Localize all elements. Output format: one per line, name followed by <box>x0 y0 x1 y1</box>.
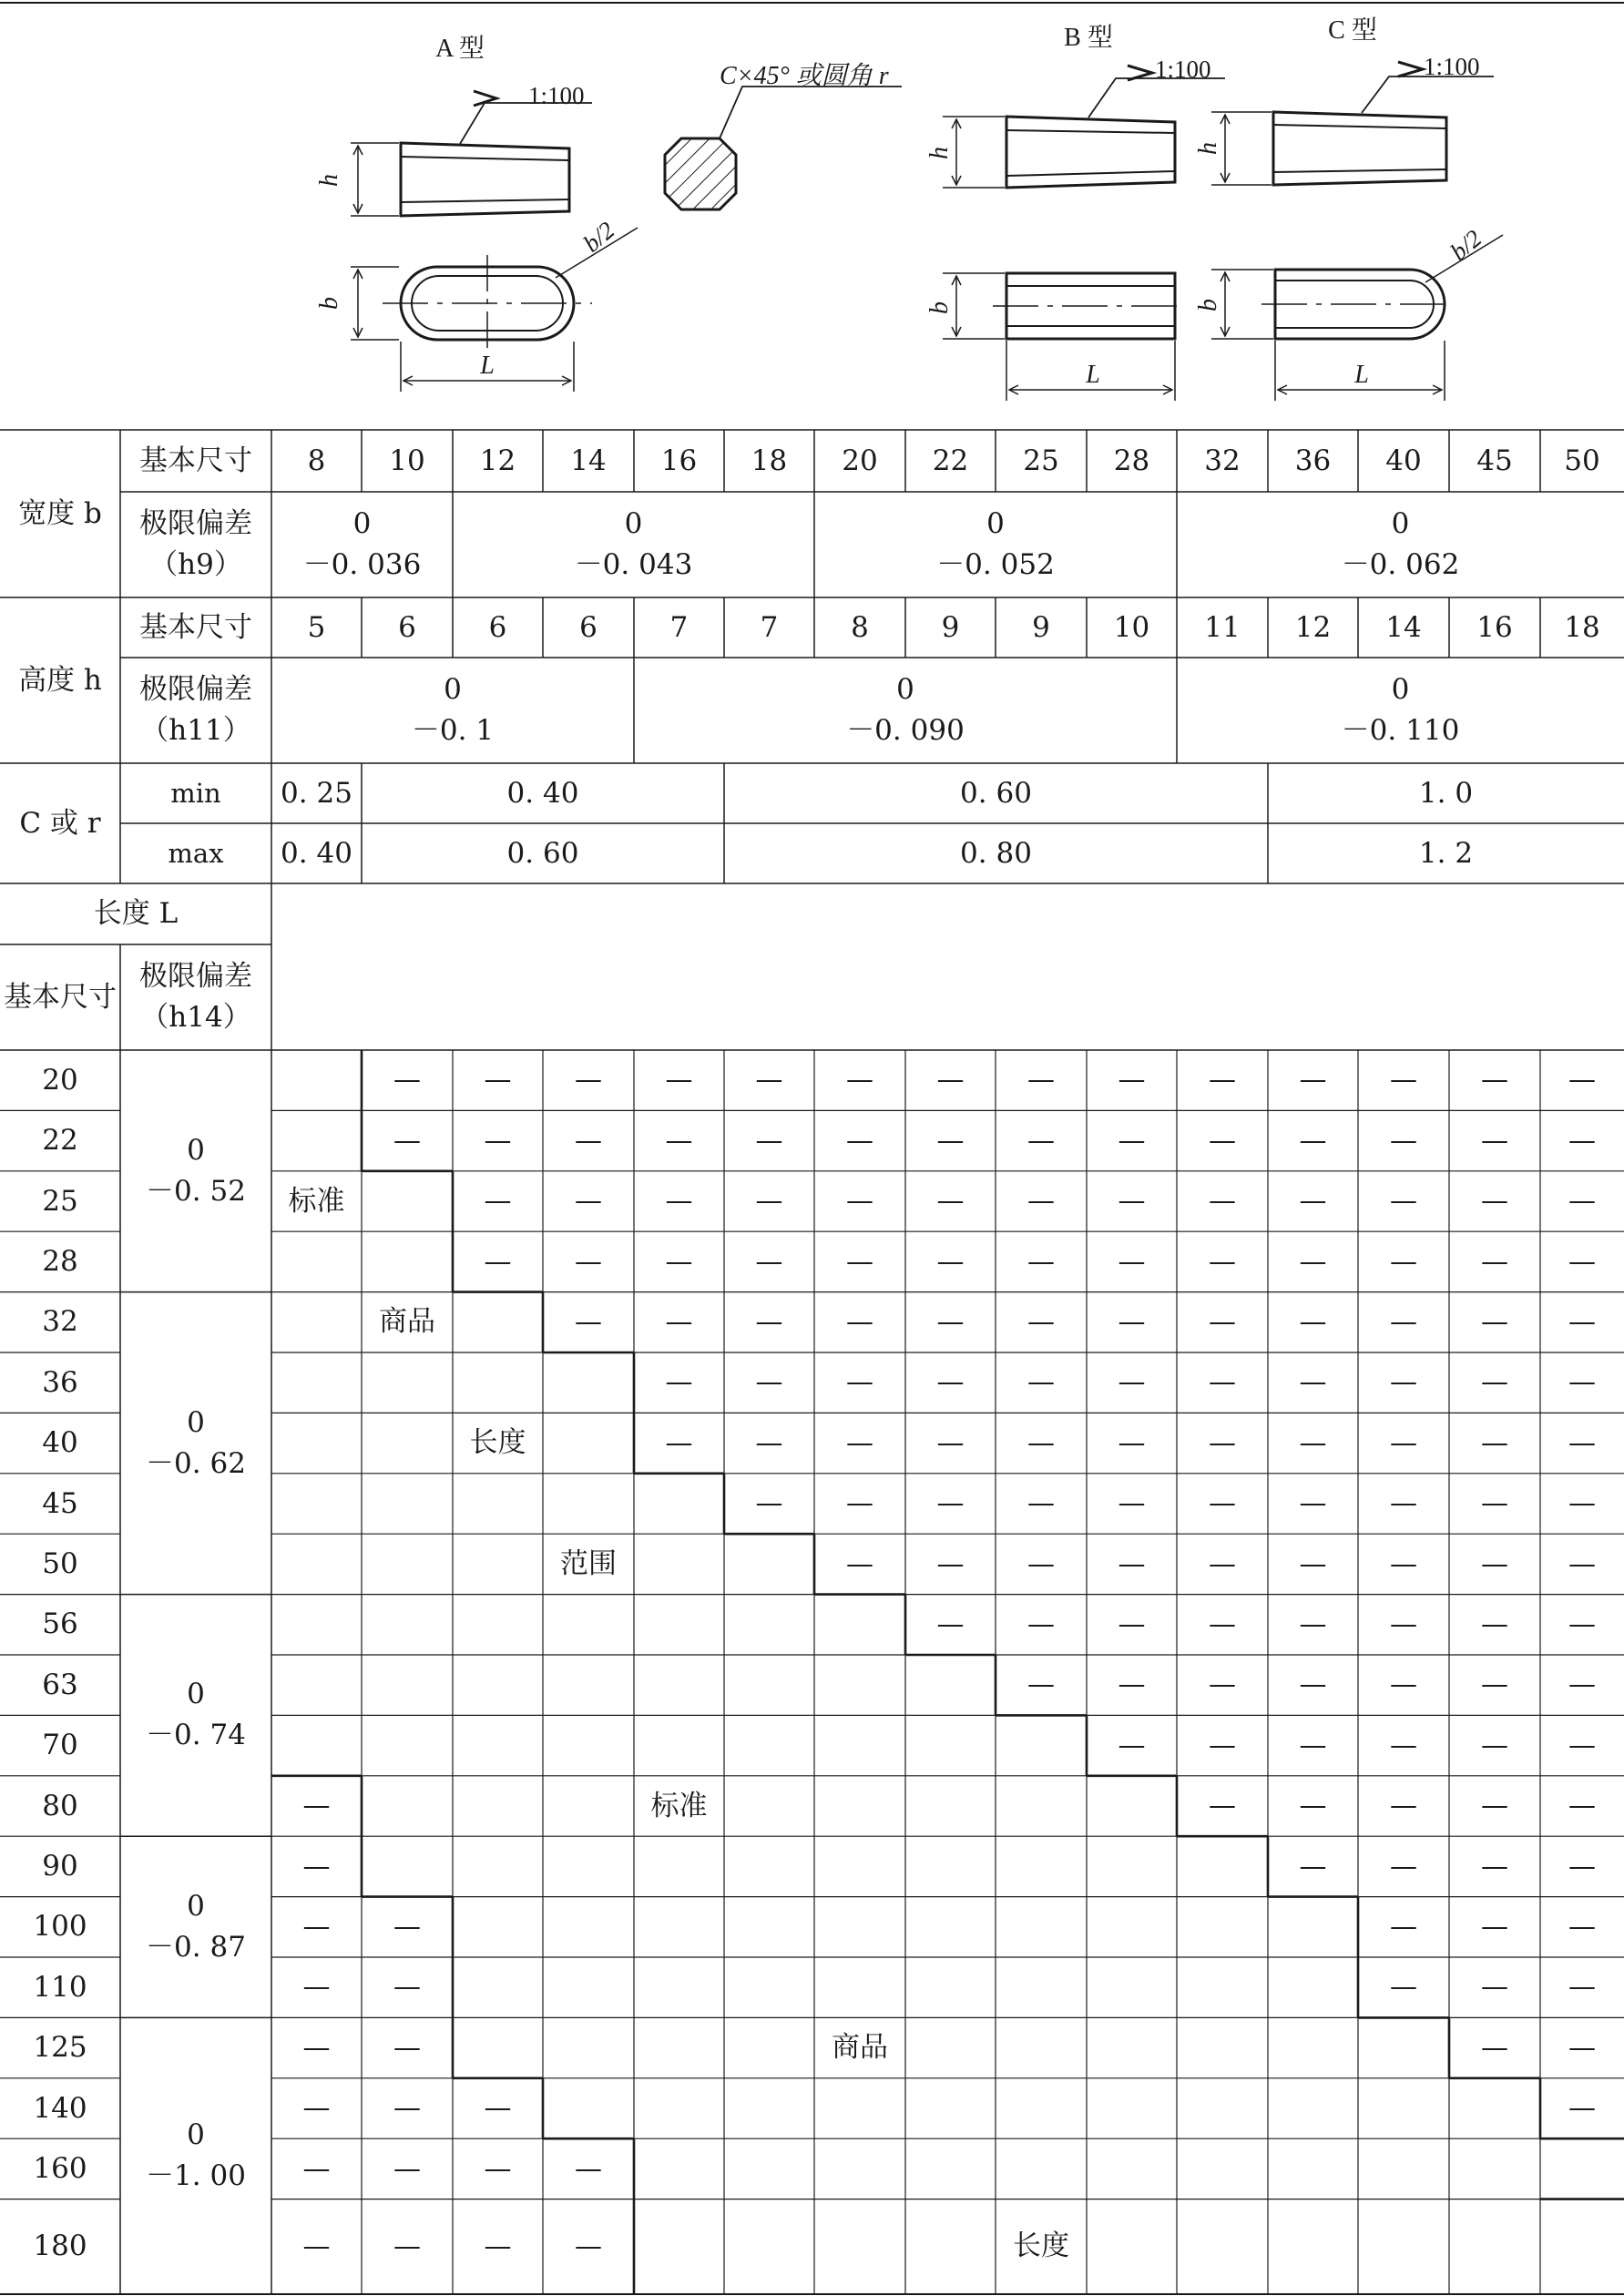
basic-size-label-b: 基本尺寸 <box>139 444 252 477</box>
width-b-value: 18 <box>751 444 788 477</box>
length-L-value: 110 <box>33 1970 87 2004</box>
length-L-value: 125 <box>33 2031 87 2065</box>
height-h-value: 11 <box>1204 610 1241 644</box>
height-h-value: 7 <box>669 610 689 644</box>
dash-cell: — <box>1568 1426 1596 1459</box>
dash-cell: — <box>846 1426 873 1459</box>
height-h-value: 5 <box>307 610 326 644</box>
width-b-value: 32 <box>1204 444 1241 477</box>
dash-cell: — <box>1209 1608 1236 1641</box>
range-region-label: 标准 <box>288 1184 345 1218</box>
width-b-value: 22 <box>932 444 969 477</box>
c-or-r-label: C 或 r <box>19 806 101 840</box>
length-L-value: 80 <box>42 1789 78 1822</box>
height-h-value: 6 <box>579 610 598 644</box>
dash-cell: — <box>1118 1668 1146 1701</box>
dash-cell: — <box>484 2230 512 2263</box>
dash-cell: — <box>1481 1790 1508 1822</box>
width-b-value: 50 <box>1564 444 1600 477</box>
width-b-value: 25 <box>1023 444 1059 477</box>
dash-cell: — <box>1568 1547 1596 1580</box>
dash-cell: — <box>1481 1911 1508 1944</box>
height-h-value: 12 <box>1294 610 1332 644</box>
dash-cell: — <box>755 1487 783 1520</box>
dash-cell: — <box>302 2152 331 2185</box>
dash-cell: — <box>1299 1306 1327 1339</box>
dash-cell: — <box>1481 1426 1508 1459</box>
height-h-value: 16 <box>1476 610 1513 644</box>
width-b-value: 10 <box>389 444 425 477</box>
type-b-title: B 型 <box>1064 24 1113 52</box>
dash-cell: — <box>755 1245 783 1278</box>
dash-cell: — <box>1390 1366 1417 1399</box>
dash-cell: — <box>575 1064 602 1097</box>
dash-cell: — <box>1209 1487 1236 1520</box>
dash-cell: — <box>575 1185 602 1218</box>
length-L-tolerance: 0 －0. 52 <box>146 1133 246 1208</box>
dash-cell: — <box>302 1850 331 1883</box>
dash-cell: — <box>665 1124 693 1157</box>
dash-cell: — <box>393 2152 421 2185</box>
dash-cell: — <box>936 1608 965 1641</box>
dash-cell: — <box>1209 1124 1236 1157</box>
dash-cell: — <box>1568 2031 1596 2064</box>
dash-cell: — <box>1568 1124 1596 1157</box>
height-h-tolerance: 0 －0. 110 <box>1341 673 1460 747</box>
taper-label-c: 1:100 <box>1424 53 1480 80</box>
dash-cell: — <box>1390 1124 1417 1157</box>
dash-cell: — <box>1027 1547 1055 1580</box>
height-h-value: 14 <box>1385 610 1422 644</box>
dash-cell: — <box>755 1366 783 1399</box>
dash-cell: — <box>1027 1668 1055 1701</box>
dash-cell: — <box>1390 1850 1417 1883</box>
dash-cell: — <box>484 1124 512 1157</box>
dash-cell: — <box>1481 1487 1508 1520</box>
dash-cell: — <box>1568 1064 1596 1097</box>
dash-cell: — <box>1027 1124 1055 1157</box>
width-b-tolerance: 0 －0. 036 <box>302 507 422 581</box>
dash-cell: — <box>1390 1306 1417 1339</box>
dash-cell: — <box>1299 1729 1327 1761</box>
dash-cell: — <box>1299 1064 1327 1097</box>
length-L-tolerance: 0 －0. 62 <box>146 1405 246 1480</box>
dash-cell: — <box>1390 1608 1417 1641</box>
c-or-r-max-value: 0. 60 <box>506 836 579 870</box>
dash-cell: — <box>1209 1245 1236 1278</box>
c-or-r-max-value: 1. 2 <box>1418 836 1474 870</box>
height-h-label: 高度 h <box>18 663 102 697</box>
dash-cell: — <box>665 1185 693 1218</box>
dash-cell: — <box>1118 1547 1146 1580</box>
dash-cell: — <box>393 2230 421 2263</box>
dim-L-a: L <box>480 352 495 380</box>
length-L-label: 长度 L <box>93 897 179 931</box>
dash-cell: — <box>484 2152 512 2185</box>
length-L-value: 25 <box>42 1184 78 1218</box>
width-b-value: 16 <box>660 444 698 477</box>
dash-cell: — <box>1390 1547 1417 1580</box>
taper-label-a: 1:100 <box>528 82 585 109</box>
height-h-value: 10 <box>1113 610 1150 644</box>
dash-cell: — <box>1299 1850 1327 1883</box>
width-b-value: 45 <box>1476 444 1513 477</box>
basic-size-label-L: 基本尺寸 <box>4 980 117 1014</box>
dash-cell: — <box>1568 1911 1596 1944</box>
dash-cell: — <box>1481 1245 1508 1278</box>
length-L-value: 32 <box>42 1305 78 1339</box>
height-h-value: 8 <box>851 610 869 644</box>
dash-cell: — <box>1481 1971 1508 2004</box>
dim-L-c: L <box>1354 361 1369 389</box>
dash-cell: — <box>1209 1790 1236 1822</box>
dash-cell: — <box>1568 1971 1596 2004</box>
type-a-title: A 型 <box>435 35 485 63</box>
length-L-value: 45 <box>42 1486 78 1520</box>
dash-cell: — <box>393 2092 421 2125</box>
dash-cell: — <box>484 1064 512 1097</box>
dash-cell: — <box>302 2230 331 2263</box>
dash-cell: — <box>936 1487 965 1520</box>
dim-b-a: b <box>315 297 343 310</box>
dash-cell: — <box>665 1245 693 1278</box>
taper-label-b: 1:100 <box>1155 56 1211 83</box>
dash-cell: — <box>1209 1064 1236 1097</box>
c-or-r-min-value: 0. 25 <box>281 776 352 810</box>
dash-cell: — <box>1481 2031 1508 2064</box>
dash-cell: — <box>665 1426 693 1459</box>
dash-cell: — <box>1481 1366 1508 1399</box>
dash-cell: — <box>1299 1487 1327 1520</box>
dash-cell: — <box>665 1366 693 1399</box>
length-L-value: 28 <box>42 1244 78 1278</box>
max-label: max <box>168 837 224 869</box>
dash-cell: — <box>1390 1245 1417 1278</box>
dash-cell: — <box>1481 1064 1508 1097</box>
tolerance-h9-label: 极限偏差 （h9） <box>139 507 252 581</box>
dash-cell: — <box>1390 1971 1417 2004</box>
c-or-r-max-value: 0. 80 <box>960 836 1032 870</box>
dash-cell: — <box>936 1547 965 1580</box>
dash-cell: — <box>484 1245 512 1278</box>
dash-cell: — <box>1299 1668 1327 1701</box>
length-L-tolerance: 0 －0. 87 <box>146 1889 246 1964</box>
dash-cell: — <box>1481 1850 1508 1883</box>
dash-cell: — <box>575 2152 602 2185</box>
width-b-value: 8 <box>307 444 326 477</box>
length-L-value: 20 <box>42 1063 78 1097</box>
height-h-value: 7 <box>760 610 779 644</box>
dash-cell: — <box>1568 1366 1596 1399</box>
dash-cell: — <box>1568 1245 1596 1278</box>
width-b-value: 14 <box>570 444 607 477</box>
width-b-tolerance: 0 －0. 062 <box>1341 507 1460 581</box>
height-h-tolerance: 0 －0. 1 <box>411 673 495 747</box>
dash-cell: — <box>1209 1306 1236 1339</box>
dash-cell: — <box>1568 1790 1596 1822</box>
dash-cell: — <box>575 2230 602 2263</box>
dash-cell: — <box>1568 1729 1596 1761</box>
dash-cell: — <box>1481 1306 1508 1339</box>
dash-cell: — <box>1481 1608 1508 1641</box>
dash-cell: — <box>1027 1245 1055 1278</box>
width-b-label: 宽度 b <box>18 496 102 530</box>
dash-cell: — <box>846 1185 873 1218</box>
dash-cell: — <box>1209 1426 1236 1459</box>
dash-cell: — <box>755 1185 783 1218</box>
dash-cell: — <box>1481 1668 1508 1701</box>
dash-cell: — <box>1118 1608 1146 1641</box>
dash-cell: — <box>755 1124 783 1157</box>
dim-h-b: h <box>925 147 954 159</box>
width-b-value: 20 <box>842 444 878 477</box>
dash-cell: — <box>1118 1487 1146 1520</box>
dash-cell: — <box>393 1971 421 2004</box>
length-L-value: 70 <box>42 1729 78 1762</box>
dash-cell: — <box>302 1911 331 1944</box>
dash-cell: — <box>575 1124 602 1157</box>
c-or-r-max-value: 0. 40 <box>281 836 352 870</box>
basic-size-label-h: 基本尺寸 <box>139 610 252 644</box>
dash-cell: — <box>936 1064 965 1097</box>
tolerance-h11-label: 极限偏差 （h11） <box>139 673 252 747</box>
length-L-value: 40 <box>42 1426 78 1460</box>
length-L-value: 63 <box>42 1668 78 1701</box>
dash-cell: — <box>1390 1668 1417 1701</box>
dash-cell: — <box>1299 1185 1327 1218</box>
dash-cell: — <box>1481 1124 1508 1157</box>
dash-cell: — <box>1390 1790 1417 1822</box>
width-b-value: 40 <box>1385 444 1422 477</box>
dash-cell: — <box>1299 1547 1327 1580</box>
length-L-value: 22 <box>42 1124 78 1158</box>
range-region-label: 长度 <box>469 1426 526 1460</box>
dim-b-b: b <box>925 301 954 314</box>
dash-cell: — <box>1299 1245 1327 1278</box>
dash-cell: — <box>1209 1185 1236 1218</box>
dim-h-a: h <box>315 174 343 187</box>
length-L-value: 36 <box>42 1365 78 1399</box>
dash-cell: — <box>302 2092 331 2125</box>
dash-cell: — <box>1568 1668 1596 1701</box>
dash-cell: — <box>1118 1366 1146 1399</box>
c-or-r-min-value: 0. 60 <box>960 776 1032 810</box>
dash-cell: — <box>1390 1064 1417 1097</box>
dash-cell: — <box>1027 1064 1055 1097</box>
dash-cell: — <box>846 1306 873 1339</box>
dash-cell: — <box>302 1971 331 2004</box>
dash-cell: — <box>1027 1487 1055 1520</box>
height-h-tolerance: 0 －0. 090 <box>846 673 965 747</box>
length-L-tolerance: 0 －0. 74 <box>146 1678 246 1752</box>
dash-cell: — <box>1390 1729 1417 1761</box>
range-region-label: 标准 <box>650 1789 708 1822</box>
dash-cell: — <box>484 2092 512 2125</box>
length-L-value: 140 <box>33 2091 87 2125</box>
dash-cell: — <box>1481 1185 1508 1218</box>
dash-cell: — <box>936 1306 965 1339</box>
dash-cell: — <box>1390 1426 1417 1459</box>
length-L-value: 90 <box>42 1849 78 1883</box>
dash-cell: — <box>846 1124 873 1157</box>
dash-cell: — <box>575 1245 602 1278</box>
width-b-value: 36 <box>1294 444 1332 477</box>
dash-cell: — <box>936 1366 965 1399</box>
dash-cell: — <box>936 1245 965 1278</box>
dash-cell: — <box>1027 1306 1055 1339</box>
height-h-value: 9 <box>941 610 960 644</box>
range-region-label: 商品 <box>379 1305 435 1339</box>
dash-cell: — <box>846 1245 873 1278</box>
c-or-r-min-value: 1. 0 <box>1418 776 1474 810</box>
dash-cell: — <box>393 2031 421 2064</box>
dash-cell: — <box>575 1306 602 1339</box>
c-or-r-min-value: 0. 40 <box>506 776 579 810</box>
dash-cell: — <box>1118 1124 1146 1157</box>
dash-cell: — <box>1568 2092 1596 2125</box>
dash-cell: — <box>1568 1850 1596 1883</box>
dash-cell: — <box>1568 1185 1596 1218</box>
dash-cell: — <box>846 1064 873 1097</box>
dim-h-c: h <box>1194 142 1222 155</box>
dash-cell: — <box>1481 1547 1508 1580</box>
dash-cell: — <box>1209 1366 1236 1399</box>
dash-cell: — <box>1299 1608 1327 1641</box>
dash-cell: — <box>1481 1729 1508 1761</box>
dash-cell: — <box>302 2031 331 2064</box>
dash-cell: — <box>1118 1306 1146 1339</box>
tolerance-h14-label: 极限偏差 （h14） <box>139 960 252 1034</box>
length-L-tolerance: 0 －1. 00 <box>146 2118 246 2193</box>
length-L-value: 100 <box>33 1910 87 1944</box>
range-region-label: 长度 <box>1013 2230 1069 2263</box>
dash-cell: — <box>1299 1124 1327 1157</box>
dash-cell: — <box>1118 1064 1146 1097</box>
dash-cell: — <box>936 1124 965 1157</box>
dash-cell: — <box>846 1366 873 1399</box>
dim-half-b-a: b/2 <box>577 216 620 258</box>
dash-cell: — <box>1299 1426 1327 1459</box>
dim-half-b-c: b/2 <box>1445 224 1487 266</box>
dash-cell: — <box>1209 1729 1236 1761</box>
dash-cell: — <box>393 1064 421 1097</box>
dim-b-c: b <box>1194 299 1222 311</box>
dash-cell: — <box>1390 1487 1417 1520</box>
dash-cell: — <box>846 1487 873 1520</box>
width-b-tolerance: 0 －0. 052 <box>936 507 1055 581</box>
range-region-label: 范围 <box>560 1546 617 1580</box>
height-h-value: 6 <box>398 610 416 644</box>
dash-cell: — <box>1118 1245 1146 1278</box>
length-L-value: 160 <box>33 2151 87 2185</box>
dash-cell: — <box>1027 1608 1055 1641</box>
width-b-value: 28 <box>1113 444 1150 477</box>
dash-cell: — <box>1568 1487 1596 1520</box>
dash-cell: — <box>1390 1185 1417 1218</box>
dash-cell: — <box>665 1306 693 1339</box>
dash-cell: — <box>1209 1547 1236 1580</box>
chamfer-label: C×45° 或圆角 r <box>720 62 889 90</box>
dash-cell: — <box>1299 1790 1327 1822</box>
height-h-value: 18 <box>1564 610 1600 644</box>
dash-cell: — <box>393 1124 421 1157</box>
min-label: min <box>170 777 221 809</box>
dash-cell: — <box>1568 1608 1596 1641</box>
range-region-label: 商品 <box>832 2031 888 2065</box>
dash-cell: — <box>936 1185 965 1218</box>
dash-cell: — <box>302 1790 331 1822</box>
dash-cell: — <box>1118 1729 1146 1761</box>
dash-cell: — <box>484 1185 512 1218</box>
dash-cell: — <box>936 1426 965 1459</box>
length-L-value: 50 <box>42 1546 78 1580</box>
dash-cell: — <box>1568 1306 1596 1339</box>
type-c-title: C 型 <box>1328 16 1377 45</box>
dash-cell: — <box>846 1547 873 1580</box>
dash-cell: — <box>1027 1185 1055 1218</box>
dash-cell: — <box>1118 1426 1146 1459</box>
dash-cell: — <box>1209 1668 1236 1701</box>
dash-cell: — <box>665 1064 693 1097</box>
dash-cell: — <box>1027 1426 1055 1459</box>
length-L-value: 56 <box>42 1607 78 1641</box>
width-b-tolerance: 0 －0. 043 <box>574 507 693 581</box>
dash-cell: — <box>755 1426 783 1459</box>
dash-cell: — <box>1299 1366 1327 1399</box>
dash-cell: — <box>1118 1185 1146 1218</box>
dash-cell: — <box>755 1306 783 1339</box>
dash-cell: — <box>1027 1366 1055 1399</box>
width-b-value: 12 <box>479 444 516 477</box>
dash-cell: — <box>755 1064 783 1097</box>
height-h-value: 6 <box>488 610 507 644</box>
dim-L-b: L <box>1086 361 1100 389</box>
height-h-value: 9 <box>1032 610 1050 644</box>
dash-cell: — <box>393 1911 421 1944</box>
dash-cell: — <box>1390 1911 1417 1944</box>
length-L-value: 180 <box>33 2230 87 2263</box>
